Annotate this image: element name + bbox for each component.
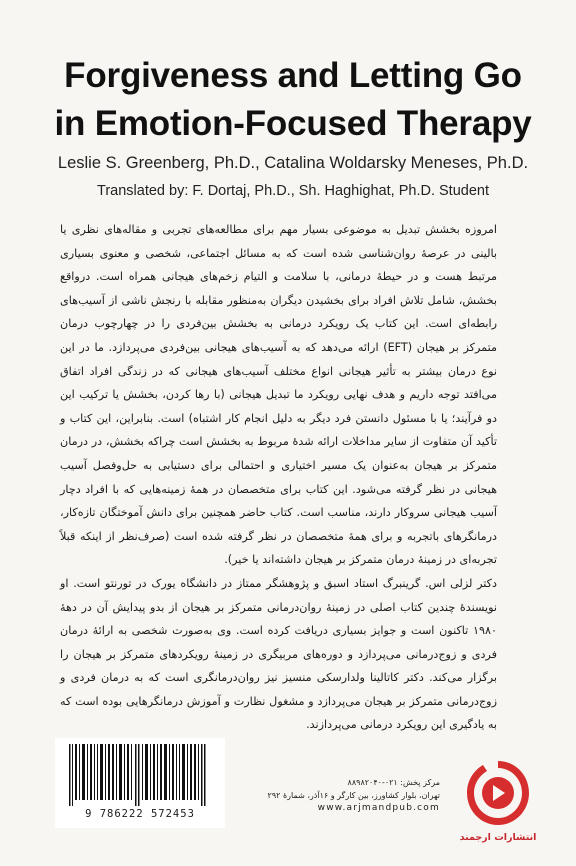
blurb-paragraph-1: امروزه بخشش تبدیل به موضوعی بسیار مهم برای مطالعه‌های تجربی و مقاله‌های نظری یا بالینی در عرصهٔ روان‌شناسی شده است که به مسائل اجتماعی، شخصی و معنوی بسیاری مرتبط هست و در حیطهٔ درمانی، با سلامت و التیام زخم‌های هیجانی همراه است. درواقع بخشش، شامل تلاش افراد برای بخشیدن دیگران به‌منظور مقابله با رنجش ناشی از آسیب‌های رابطه‌ای است. این کتاب یک رویکرد درمانی به بخشش بین‌فردی را در چهارچوب درمان متمرکز بر هیجان (EFT) ارائه می‌دهد که به آسیب‌های هیجانی بین‌فردی می‌پردازد. ما در این نوع درمان بیشتر به تأثیر هیجانی انواع مختلف آسیب‌های هیجانی که در زندگی افراد اتفاق می‌افتد توجه داریم و هدف نهایی رویکرد ما تبدیل هیجانی (با رها کردن، بخشش یا ترکیب این دو فرآیند؛ یا با مسئول دانستن فرد دیگر به دلیل انجام کار اشتباه) است. بنابراین، این کتاب و تأکید آن متفاوت از سایر مداخلات ارائه شدهٔ مربوط به بخشش است چراکه بخشش، در درمان متمرکز بر هیجان به‌عنوان یک مسیر اختیاری و احتمالی برای دستیابی به حل‌وفصل آسیب هیجانی در نظر گرفته می‌شود. این کتاب برای متخصصان در همهٔ زمینه‌هایی که با افراد دچار آسیب هیجانی سروکار دارند، مناسب است. کتاب حاضر همچنین برای دانش آموختگان تازه‌کار، درمانگرهای باتجربه و برای همهٔ متخصصان در نظر گرفته شده است (صرف‌نظر از اینکه قبلاً تجربه‌ای در زمینهٔ درمان متمرکز بر هیجان داشته‌اند یا خیر). <box>60 223 497 567</box>
isbn-number: 9 786222 572453 <box>85 808 195 820</box>
book-title <box>40 52 546 148</box>
title-line-1: Forgiveness and Letting Go <box>64 56 522 95</box>
barcode <box>55 738 225 828</box>
publisher-name: انتشارات ارجمند <box>459 832 537 843</box>
translators-line: Translated by: F. Dortaj, Ph.D., Sh. Haghighat, Ph.D. Student <box>97 183 489 199</box>
blurb <box>60 218 497 737</box>
title-line-2: in Emotion-Focused Therapy <box>54 104 532 143</box>
blurb-paragraph-2: دکتر لزلی اس. گرینبرگ استاد اسبق و پژوهشگر ممتاز در دانشگاه یورک در تورنتو است. او نویسندهٔ چندین کتاب اصلی در زمینهٔ روان‌درمانی متمرکز بر هیجان از بدو پیدایش آن در دههٔ ۱۹۸۰ تاکنون است و جوایز بسیاری دریافت کرده است. وی به‌صورت شخصی به ارائهٔ درمان فردی و زوج‌درمانی می‌پردازد و دوره‌های مربیگری در زمینهٔ رویکردهای متمرکز بر هیجان را برگزار می‌کند. دکتر کاتالینا ولدارسکی منسیز نیز روان‌درمانگری است که به درمان فردی و زوج‌درمانی متمرکز بر هیجان می‌پردازد و مشغول نظارت و آموزش درمانگرهایی بوده است که به یادگیری این رویکرد درمانی می‌پردازند. <box>60 576 497 732</box>
publisher-website[interactable]: www.arjmandpub.com <box>317 803 440 813</box>
publisher-address: تهران، بلوار کشاورز، بین کارگر و ۱۶آذر، شمارهٔ ۲۹۲ <box>267 791 440 800</box>
publisher-logo-icon <box>463 757 533 829</box>
barcode-icon <box>65 744 215 806</box>
footer <box>0 738 576 866</box>
sales-center: مرکز پخش: ۰۲۱-۸۸۹۸۲۰۴۰ <box>347 778 440 787</box>
publisher-contact <box>230 776 440 815</box>
authors-line: Leslie S. Greenberg, Ph.D., Catalina Woldarsky Meneses, Ph.D. <box>57 154 529 172</box>
